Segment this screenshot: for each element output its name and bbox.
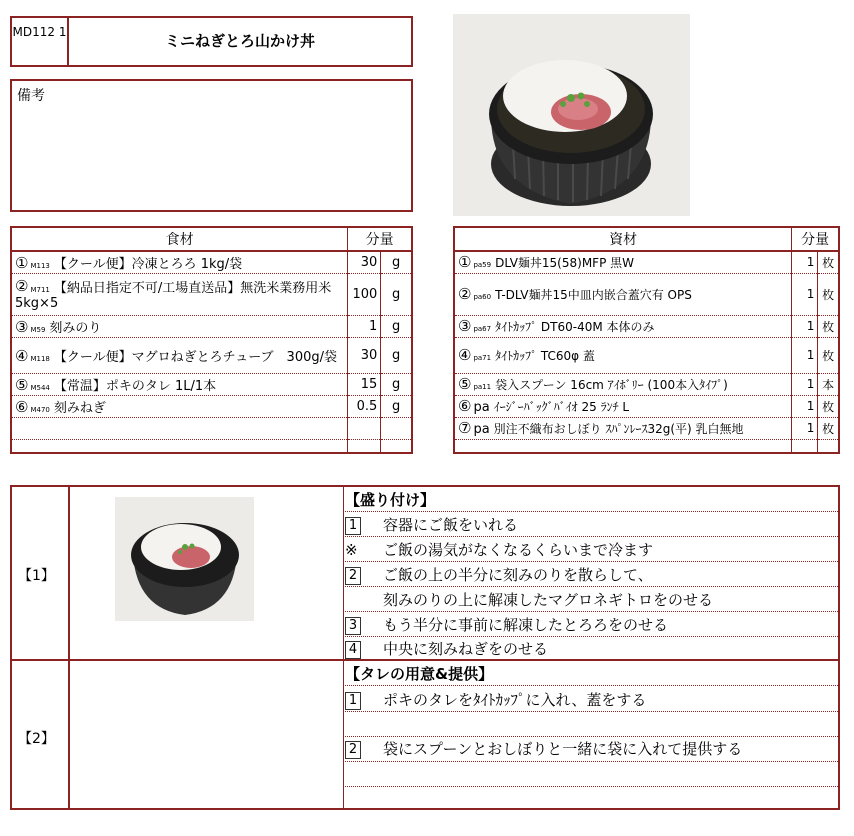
table-row-empty — [454, 439, 839, 453]
item-qty: 30 — [348, 251, 381, 273]
step-text: ポキのタレをﾀｲﾄｶｯﾌﾟに入れ、蓋をする — [383, 691, 647, 709]
item-code: M113 — [30, 261, 50, 270]
item-code: pa — [473, 422, 490, 437]
section2-heading: 【タレの用意&提供】 — [345, 665, 494, 683]
item-qty: 0.5 — [348, 395, 381, 417]
row-number: ② — [458, 285, 472, 303]
table-row-empty — [11, 439, 412, 453]
row-number: ① — [458, 253, 472, 272]
item-qty: 1 — [348, 315, 381, 337]
row-number: ② — [15, 277, 29, 295]
item-name: ﾀｲﾄｶｯﾌﾟ TC60φ 蓋 — [495, 349, 595, 363]
section2-label: 【2】 — [18, 731, 55, 747]
ingredients-table — [10, 226, 413, 454]
row-number: ⑦ — [458, 419, 472, 437]
step-text: 容器にご飯をいれる — [383, 516, 519, 534]
item-unit: 枚 — [818, 337, 839, 373]
item-code: pa71 — [473, 354, 492, 362]
remarks-box — [10, 79, 413, 212]
section2-step — [345, 738, 742, 759]
row-number: ⑤ — [15, 375, 29, 394]
item-name: 別注不織布おしぼり ｽﾊﾟﾝﾚｰｽ32g(平) 乳白無地 — [493, 422, 744, 436]
item-code: pa11 — [473, 383, 492, 391]
section2-step — [345, 689, 646, 710]
table-row — [454, 251, 839, 273]
item-qty: 1 — [792, 273, 818, 315]
section1-dish-photo — [115, 497, 254, 621]
materials-header-qty: 分量 — [792, 227, 839, 251]
table-row — [454, 373, 839, 395]
item-qty: 15 — [348, 373, 381, 395]
row-number: ⑤ — [458, 375, 472, 393]
item-name: ﾀｲﾄｶｯﾌﾟ DT60-40M 本体のみ — [495, 320, 655, 334]
table-row — [454, 395, 839, 417]
item-code: pa59 — [473, 261, 492, 270]
section1-step — [345, 564, 653, 585]
dish-photo — [453, 14, 690, 216]
section1-step — [345, 539, 653, 560]
item-unit: 本 — [818, 373, 839, 395]
item-code: M544 — [30, 383, 50, 392]
item-qty: 1 — [792, 251, 818, 273]
item-name: 【クール便】冷凍とろろ 1kg/袋 — [53, 256, 243, 272]
table-row — [454, 273, 839, 315]
table-row — [454, 315, 839, 337]
table-row — [11, 273, 412, 315]
item-unit: g — [381, 273, 412, 315]
step-mark: 4 — [345, 641, 361, 659]
table-row — [11, 373, 412, 395]
item-qty: 1 — [792, 373, 818, 395]
step-mark: 1 — [345, 692, 361, 710]
item-unit: g — [381, 337, 412, 373]
table-row — [11, 251, 412, 273]
item-unit: g — [381, 315, 412, 337]
item-name: 袋入スプーン 16cm ｱｲﾎﾞﾘｰ (100本入ﾀｲﾌﾟ) — [495, 378, 728, 392]
step-mark: 3 — [345, 617, 361, 635]
table-row — [11, 315, 412, 337]
divider — [343, 485, 344, 810]
divider — [68, 485, 70, 810]
item-unit: 枚 — [818, 251, 839, 273]
materials-table — [453, 226, 840, 454]
item-unit: 枚 — [818, 273, 839, 315]
item-name: 刻みねぎ — [53, 400, 106, 416]
item-qty: 30 — [348, 337, 381, 373]
item-qty: 100 — [348, 273, 381, 315]
item-name: 【クール便】マグロねぎとろチューブ 300g/袋 — [53, 349, 338, 365]
divider — [10, 659, 840, 661]
materials-header-name: 資材 — [454, 227, 792, 251]
section1-heading: 【盛り付け】 — [345, 491, 436, 509]
step-text: 刻みのりの上に解凍したマグロネギトロをのせる — [383, 591, 714, 609]
row-number: ④ — [458, 346, 472, 364]
table-row — [454, 417, 839, 439]
step-mark: 2 — [345, 741, 361, 759]
item-qty: 1 — [792, 395, 818, 417]
item-name: T-DLV麺丼15中皿内嵌合蓋穴有 OPS — [495, 288, 692, 302]
step-text: ご飯の湯気がなくなるくらいまで冷ます — [383, 541, 654, 559]
step-text: 中央に刻みねぎをのせる — [383, 640, 549, 658]
ingredients-header-name: 食材 — [11, 227, 348, 251]
item-unit: g — [381, 395, 412, 417]
table-row — [11, 337, 412, 373]
item-qty: 1 — [792, 315, 818, 337]
remarks-label: 備考 — [17, 88, 45, 104]
item-code: pa — [473, 400, 490, 415]
item-code: M711 — [30, 286, 50, 294]
table-row — [454, 337, 839, 373]
item-name: 刻みのり — [49, 320, 102, 336]
table-row — [11, 395, 412, 417]
section1-step — [345, 638, 548, 659]
item-code: pa67 — [473, 325, 492, 333]
item-unit: 枚 — [818, 315, 839, 337]
step-mark: 1 — [345, 517, 361, 535]
item-code: M470 — [30, 405, 50, 414]
step-text: 袋にスプーンとおしぼりと一緒に袋に入れて提供する — [383, 740, 743, 758]
item-name: DLV麺丼15(58)MFP 黒W — [495, 256, 634, 271]
item-qty: 1 — [792, 337, 818, 373]
step-mark: ※ — [345, 541, 358, 559]
step-text: もう半分に事前に解凍したとろろをのせる — [383, 616, 669, 634]
row-number: ③ — [458, 317, 472, 335]
item-code: pa60 — [473, 293, 492, 301]
ingredients-header-qty: 分量 — [348, 227, 412, 251]
item-name: 【常温】ポキのタレ 1L/1本 — [53, 378, 217, 394]
table-row-empty — [11, 417, 412, 439]
section1-label: 【1】 — [18, 568, 55, 584]
row-number: ⑥ — [458, 397, 472, 415]
step-text: ご飯の上の半分に刻みのりを散らして、 — [383, 566, 653, 584]
section1-step — [345, 514, 518, 535]
row-number: ③ — [15, 317, 29, 336]
item-unit: 枚 — [818, 417, 839, 439]
item-unit: g — [381, 251, 412, 273]
item-name: 【納品日指定不可/工場直送品】無洗米業務用米5kg×5 — [15, 281, 332, 311]
section1-step — [345, 614, 668, 635]
header-box — [10, 16, 413, 67]
step-mark: 2 — [345, 567, 361, 585]
item-qty: 1 — [792, 417, 818, 439]
item-unit: 枚 — [818, 395, 839, 417]
item-code: M118 — [30, 354, 50, 363]
item-name: ｲｰｼﾞｰﾊﾞｯｸﾞﾊﾞｲｵ 25 ﾗﾝﾁ L — [493, 400, 630, 414]
row-number: ① — [15, 253, 29, 272]
item-unit: g — [381, 373, 412, 395]
product-code: MD112 1 — [12, 18, 69, 65]
page-title: ミニねぎとろ山かけ丼 — [164, 32, 315, 50]
section1-step — [345, 589, 713, 610]
item-code: M59 — [30, 325, 46, 334]
row-number: ⑥ — [15, 397, 29, 416]
row-number: ④ — [15, 346, 29, 365]
